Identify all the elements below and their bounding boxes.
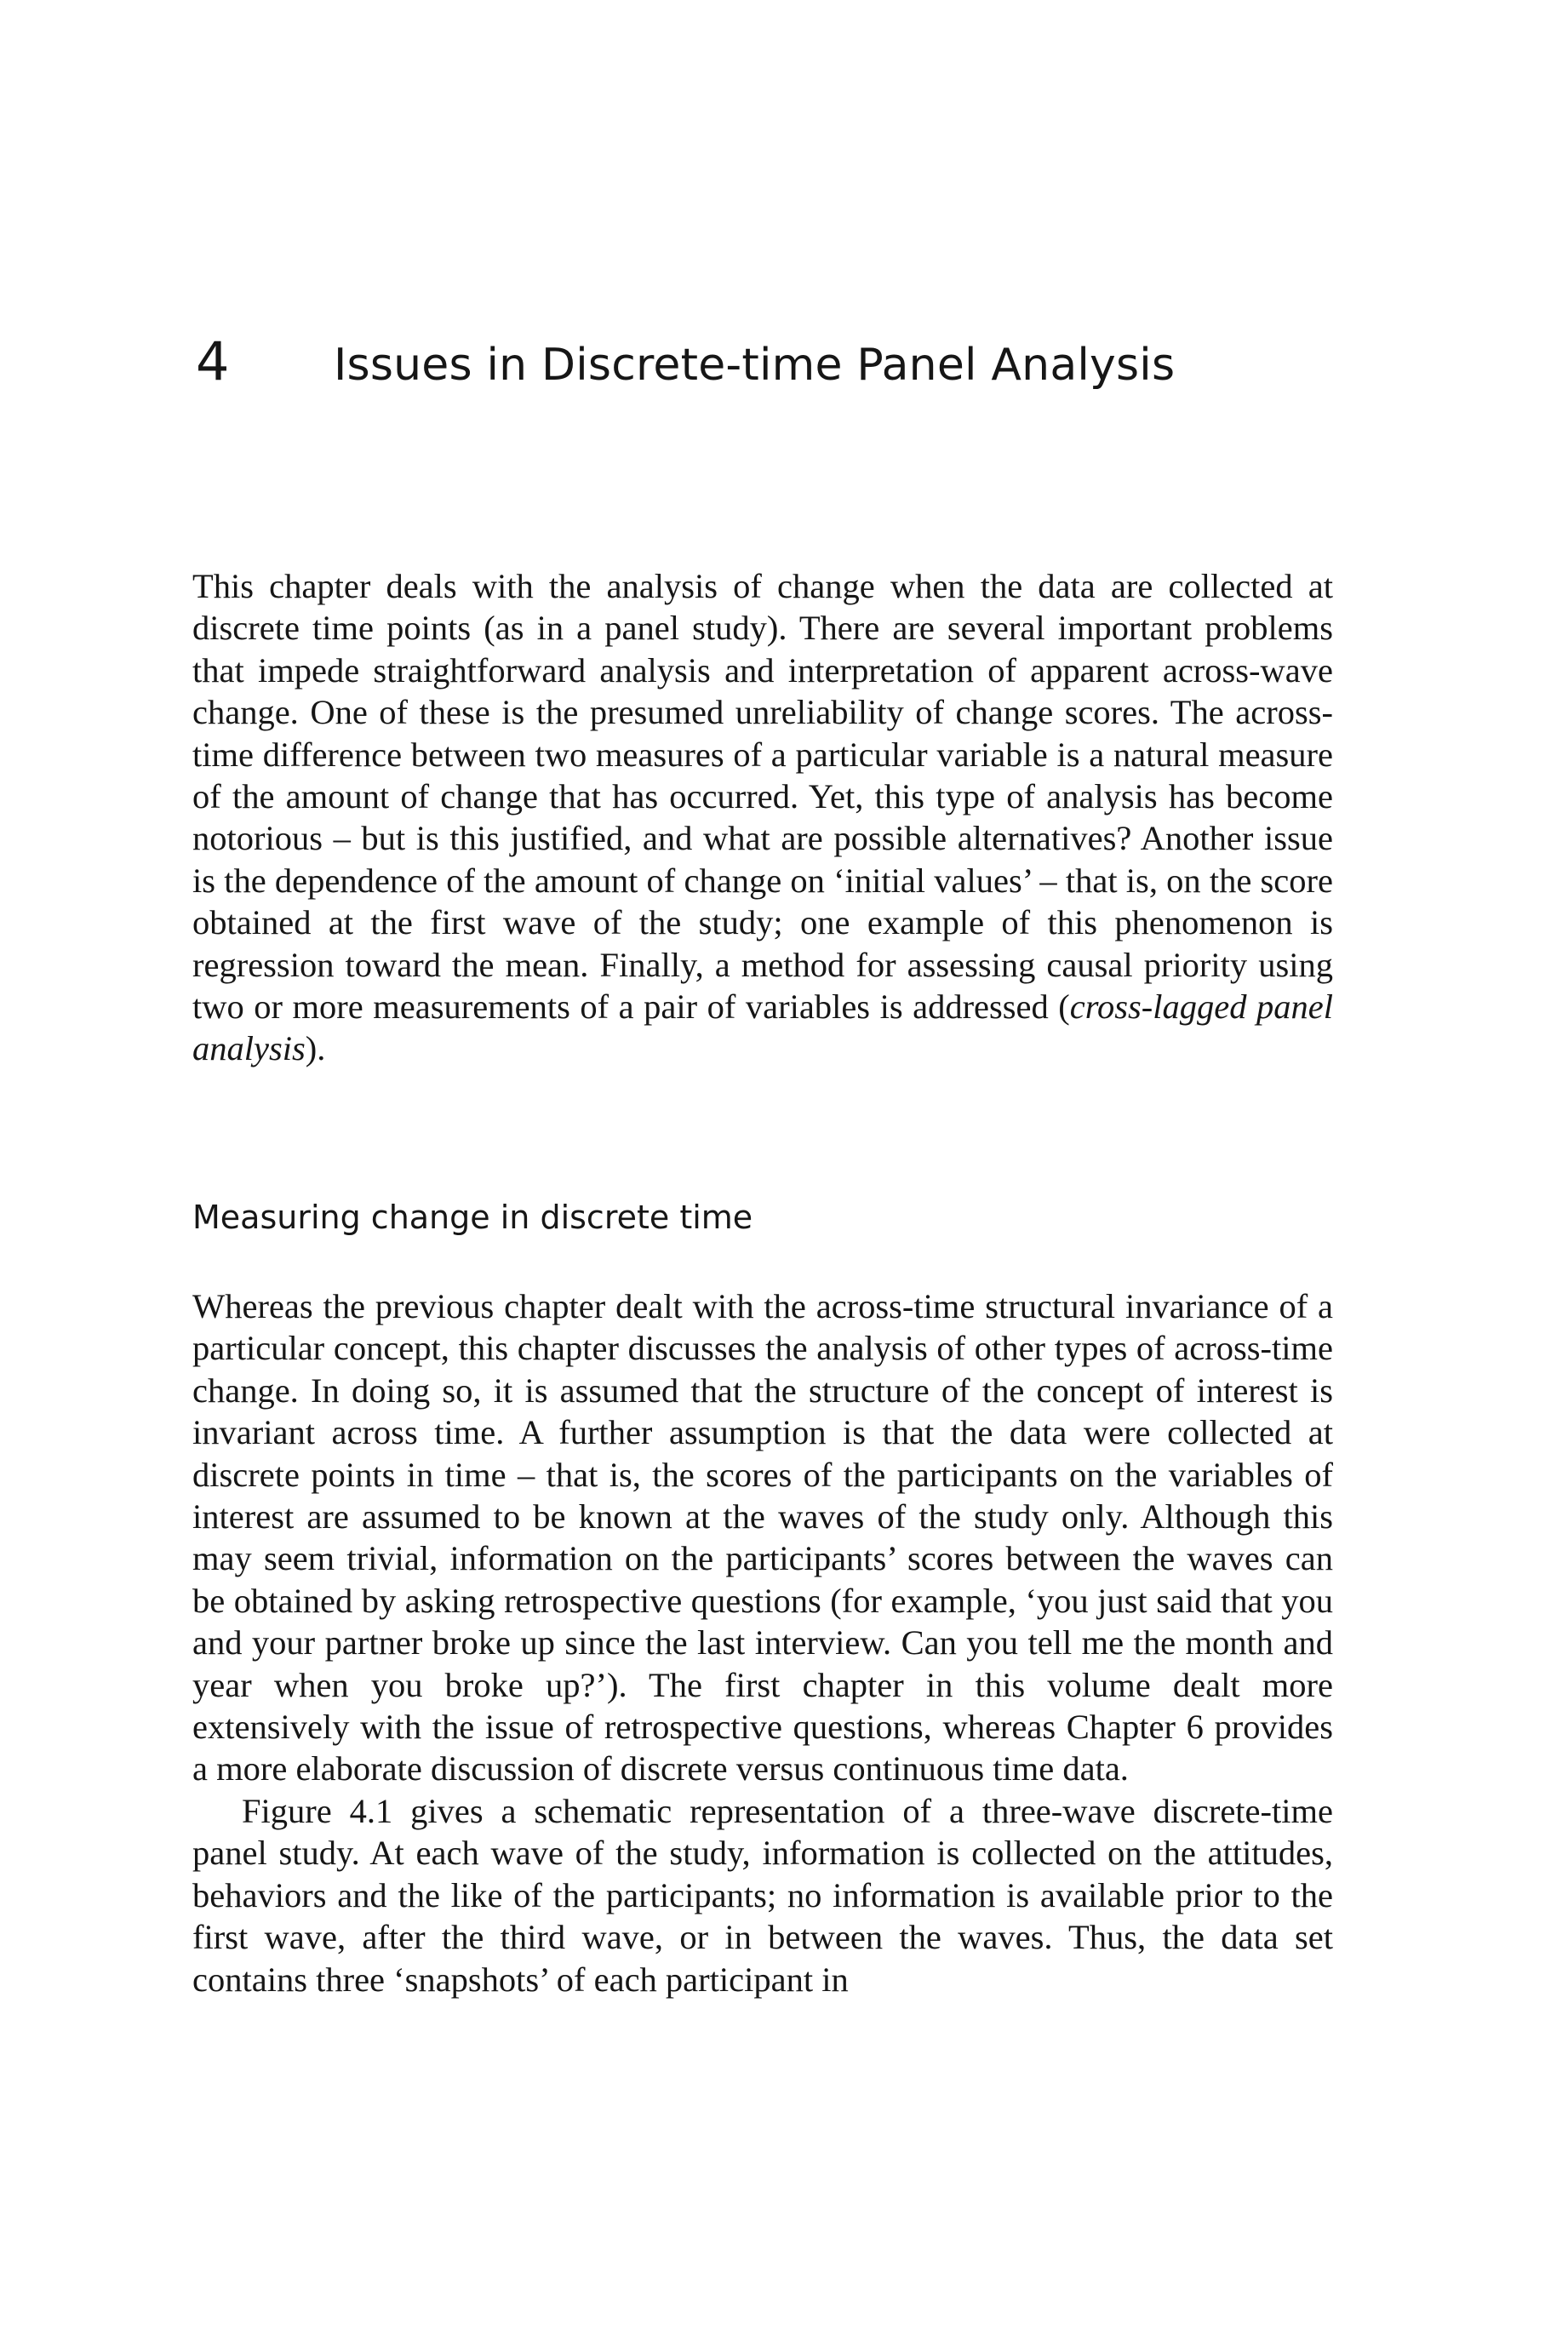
- section-paragraph-1: Whereas the previous chapter dealt with the across-time structural invariance of a particular concept, this chapter discusses the analysis of other types of across-time change. In doing so, it is assumed that the structure of the concept of interest is invariant across time. A further assumption is that the data were collected at discrete points in time – that is, the scores of the participants on the variables of interest are assumed to be known at the waves of the study only. Although this may seem trivial, information on the participants’ scores between the waves can be obtained by asking retrospective questions (for example, ‘you just said that you and your partner broke up since the last interview. Can you tell me the month and year when you broke up?’). The first chapter in this volume dealt more extensively with the issue of retrospective questions, whereas Chapter 6 provides a more elaborate discussion of discrete versus continuous time data.: [192, 1287, 1333, 1788]
- intro-closing: ).: [305, 1029, 326, 1068]
- chapter-heading: [196, 330, 1175, 392]
- section-paragraph-2: Figure 4.1 gives a schematic representation of a three-wave discrete-time panel study. At each wave of the study, information is collected on the attitudes, behaviors and the like of the participants; no information is available prior to the first wave, after the third wave, or in between the waves. Thus, the data set contains three ‘snapshots’ of each participant in: [192, 1791, 1333, 1999]
- chapter-title: Issues in Discrete-time Panel Analysis: [334, 340, 1176, 391]
- intro-text: This chapter deals with the analysis of change when the data are collected at discrete time points (as in a panel study). There are several important problems that impede straightforward analysis and interpretation of apparent across-wave change. One of these is the presumed unreliability of change scores. The across-time difference between two measures of a particular variable is a natural measure of the amount of change that has occurred. Yet, this type of analysis has become notorious – but is this justified, and what are possible alternatives? Another issue is the dependence of the amount of change on ‘initial values’ – that is, on the score obtained at the first wave of the study; one example of this phenomenon is regression toward the mean. Finally, a method for assessing causal priority using two or more measurements of a pair of variables is addressed (: [192, 567, 1333, 1027]
- section-body: [192, 1285, 1333, 2000]
- section-heading: Measuring change in discrete time: [192, 1199, 753, 1236]
- intro-paragraph: [192, 565, 1333, 1070]
- chapter-number: 4: [196, 330, 230, 392]
- intro-emphasis: cross-lagged panel analysis: [192, 987, 1333, 1068]
